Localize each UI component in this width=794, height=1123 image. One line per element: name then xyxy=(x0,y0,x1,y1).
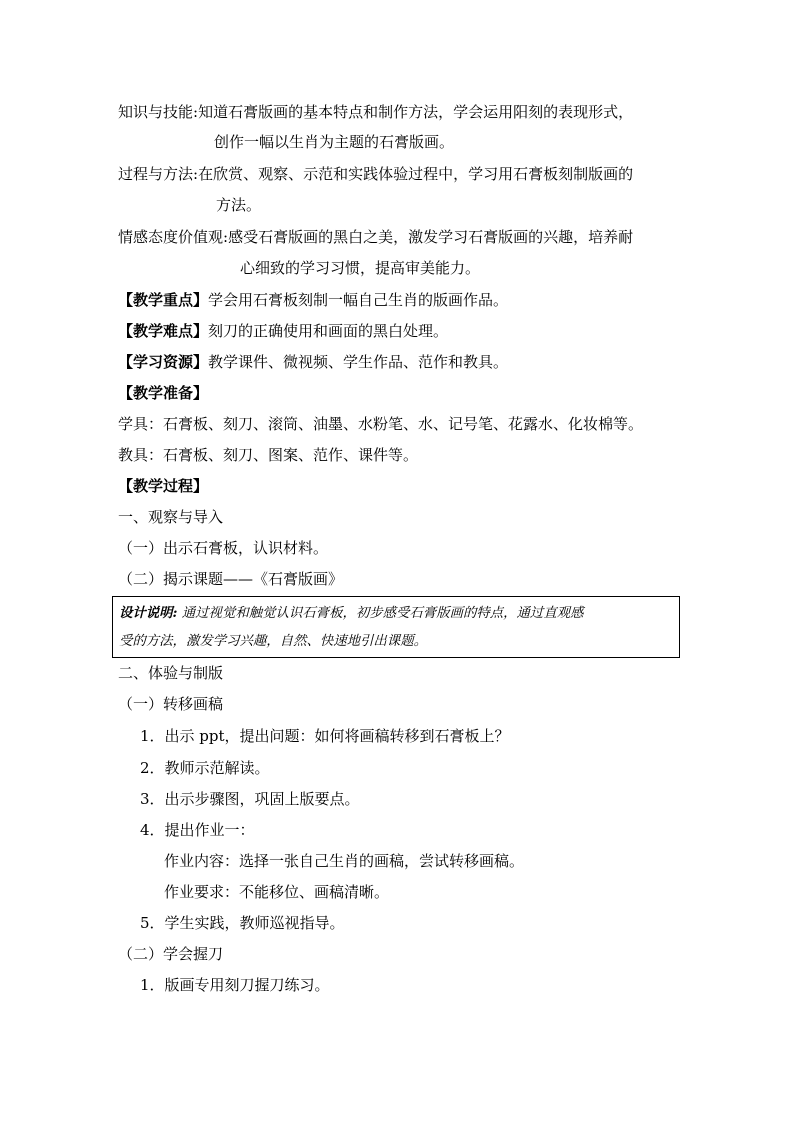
sub1-step5: 5．学生实践，教师巡视指导。 xyxy=(140,914,345,932)
section1-item1: （一）出示石膏板，认识材料。 xyxy=(118,539,329,557)
design-note-label: 设计说明: xyxy=(119,605,178,621)
sub1-title: （一）转移画稿 xyxy=(118,695,224,713)
knowledge-skills-text-2: 创作一幅以生肖为主题的石膏版画。 xyxy=(214,133,455,151)
design-note-text-2: 受的方法，激发学习兴趣，自然、快速地引出课题。 xyxy=(119,634,427,649)
difficulty-line xyxy=(118,321,448,341)
section2-title: 二、体验与制版 xyxy=(118,664,224,682)
sub2-title: （二）学会握刀 xyxy=(118,945,224,963)
process-heading: 【教学过程】 xyxy=(118,477,209,495)
resources-heading: 【学习资源】 xyxy=(118,353,209,371)
student-tools-line: 学具：石膏板、刻刀、滚筒、油墨、水粉笔、水、记号笔、花露水、化妆棉等。 xyxy=(118,415,644,433)
homework-requirement: 作业要求：不能移位、画稿清晰。 xyxy=(164,883,390,901)
knowledge-skills-label: 知识与技能: xyxy=(118,103,199,121)
homework-content: 作业内容：选择一张自己生肖的画稿，尝试转移画稿。 xyxy=(164,852,525,870)
attitude-values-text-1: 感受石膏版画的黑白之美，激发学习石膏版画的兴趣，培养耐 xyxy=(228,228,634,246)
knowledge-skills-text-1: 知道石膏版画的基本特点和制作方法，学会运用阳刻的表现形式， xyxy=(198,103,634,121)
knowledge-skills-line xyxy=(118,102,633,122)
section1-item2: （二）揭示课题——《石膏版画》 xyxy=(118,570,344,588)
attitude-values-label: 情感态度价值观: xyxy=(118,228,229,246)
attitude-values-text-2: 心细致的学习习惯，提高审美能力。 xyxy=(240,259,481,277)
sub1-step3: 3．出示步骤图，巩固上版要点。 xyxy=(140,790,360,808)
key-point-line xyxy=(118,290,508,310)
sub1-step2: 2．教师示范解读。 xyxy=(140,759,270,777)
difficulty-text: 刻刀的正确使用和画面的黑白处理。 xyxy=(208,322,449,340)
attitude-values-line xyxy=(118,227,633,247)
design-note-box xyxy=(112,596,680,658)
resources-line xyxy=(118,352,508,372)
process-methods-line xyxy=(118,164,633,184)
design-note-line-1 xyxy=(119,604,584,623)
key-point-text: 学会用石膏板刻制一幅自己生肖的版画作品。 xyxy=(208,291,509,309)
preparation-heading: 【教学准备】 xyxy=(118,384,209,402)
difficulty-heading: 【教学难点】 xyxy=(118,322,209,340)
process-methods-text-2: 方法。 xyxy=(216,196,262,214)
sub1-step4: 4．提出作业一： xyxy=(140,821,255,839)
key-point-heading: 【教学重点】 xyxy=(118,291,209,309)
resources-text: 教学课件、微视频、学生作品、范作和教具。 xyxy=(208,353,509,371)
sub2-step1: 1．版画专用刻刀握刀练习。 xyxy=(140,976,330,994)
teacher-tools-line: 教具：石膏板、刻刀、图案、范作、课件等。 xyxy=(118,446,419,464)
design-note-text-1: 通过视觉和触觉认识石膏板，初步感受石膏版画的特点，通过直观感 xyxy=(177,606,584,621)
section1-title: 一、观察与导入 xyxy=(118,508,224,526)
process-methods-text-1: 在欣赏、观察、示范和实践体验过程中，学习用石膏板刻制版画的 xyxy=(198,165,634,183)
process-methods-label: 过程与方法: xyxy=(118,165,199,183)
sub1-step1: 1．出示 ppt，提出问题：如何将画稿转移到石膏板上？ xyxy=(140,727,510,745)
